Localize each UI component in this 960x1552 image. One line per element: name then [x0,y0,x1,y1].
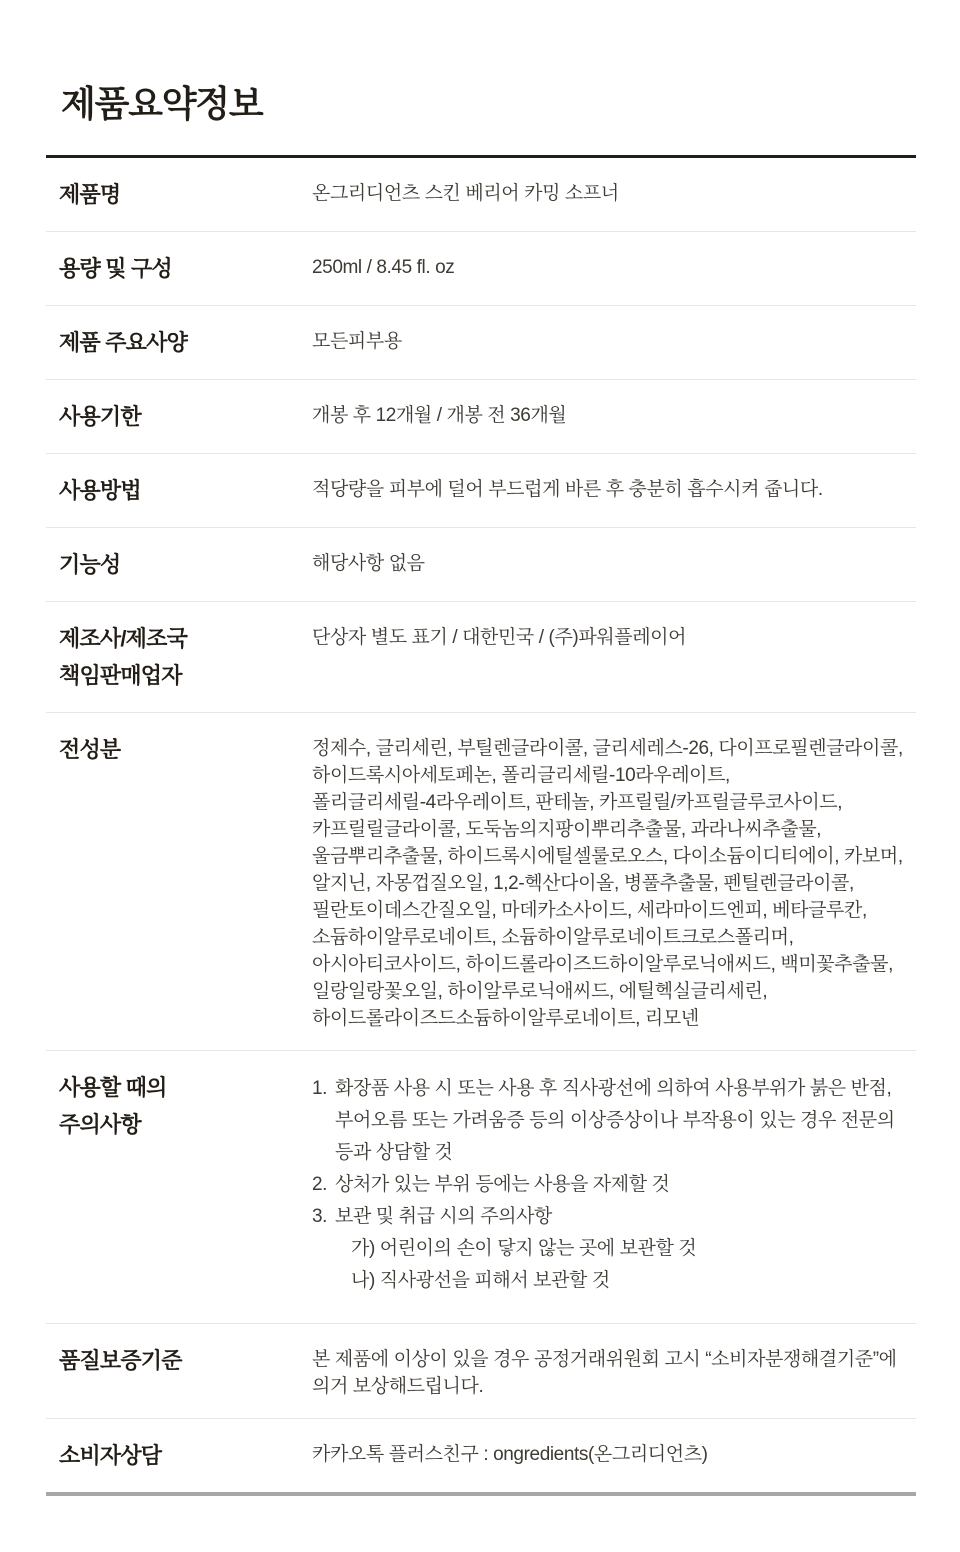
row-label: 용량 및 구성 [59,255,172,281]
row-value: 모든피부용 [312,330,402,352]
bottom-divider [46,1492,916,1496]
row-value: 단상자 별도 표기 / 대한민국 / (주)파워플레이어 [312,626,687,648]
row-label: 소비자상담 [59,1442,162,1468]
row-label-line1: 사용할 때의 [59,1074,167,1100]
row-value: 해당사항 없음 [312,552,425,574]
row-label: 전성분 [59,736,121,762]
row-value: 250ml / 8.45 fl. oz [312,256,455,278]
row-value: 본 제품에 이상이 있을 경우 공정거래위원회 고시 “소비자분쟁해결기준”에 의거 보상해드립니다. [312,1348,897,1397]
table-row-volume [46,232,916,306]
row-label-line2: 책임판매업자 [59,662,182,688]
row-label [46,620,312,694]
precaution-list [312,1069,916,1297]
table-row-expiry [46,380,916,454]
table-row-precautions [46,1051,916,1324]
table-row-warranty [46,1324,916,1419]
table-row-manufacturer [46,602,916,713]
list-text: 화장품 사용 시 또는 사용 후 직사광선에 의하여 사용부위가 붉은 반점, 부어오름 또는 가려움증 등의 이상증상이나 부작용이 있는 경우 전문의 등과 상담할 것 [335,1077,895,1163]
precaution-sub-item: 가) 어린이의 손이 닿지 않는 곳에 보관할 것 [351,1237,697,1259]
table-row-product-name [46,158,916,232]
table-row-functionality [46,528,916,602]
row-label-line2: 주의사항 [59,1111,141,1137]
row-label [46,1069,312,1143]
list-number: 2. [312,1173,328,1195]
row-label: 기능성 [59,551,121,577]
precaution-item [312,1073,916,1169]
row-label: 사용방법 [59,477,141,503]
table-row-spec [46,306,916,380]
list-text: 상처가 있는 부위 등에는 사용을 자제할 것 [335,1173,670,1195]
row-label: 제품 주요사양 [59,329,188,355]
precaution-item [312,1169,916,1201]
list-number: 3. [312,1205,328,1227]
table-row-usage [46,454,916,528]
row-value: 개봉 후 12개월 / 개봉 전 36개월 [312,404,567,426]
list-number: 1. [312,1077,328,1099]
product-info-table [46,158,916,1492]
row-value: 온그리디언츠 스킨 베리어 카밍 소프너 [312,182,619,204]
precaution-sub-item: 나) 직사광선을 피해서 보관할 것 [351,1269,610,1291]
precaution-item [312,1201,916,1297]
row-label: 품질보증기준 [59,1347,182,1373]
page-title: 제품요약정보 [61,83,263,124]
row-value: 적당량을 피부에 덜어 부드럽게 바른 후 충분히 흡수시켜 줍니다. [312,478,823,500]
row-value: 카카오톡 플러스친구 : ongredients(온그리디언츠) [312,1443,708,1465]
list-text-main: 보관 및 취급 시의 주의사항 [335,1205,553,1227]
table-row-consumer-contact [46,1419,916,1492]
row-label: 사용기한 [59,403,141,429]
row-value: 정제수, 글리세린, 부틸렌글라이콜, 글리세레스-26, 다이프로필렌글라이콜, 하이드록시아세토페논, 폴리글리세릴-10라우레이트, 폴리글리세릴-4라우레이트, 판테놀, 카프릴릴/카프릴글루코사이드, 카프릴릴글라이콜, 도둑놈의지팡이뿌리추출물, 과라나씨추출물, 울금뿌리추출물, 하이드록시에틸셀룰로오스, 다이소듐이디티에이, 카보머, 알지닌, 자몽껍질오일, 1,2-헥산다이올, 병풀추출물, 펜틸렌글라이콜, 필란토이데스간질오일, 마데카소사이드, 세라마이드엔피, 베타글루칸, 소듐하이알루로네이트, 소듐하이알루로네이트크로스폴리머, 아시아티코사이드, 하이드롤라이즈드하이알루로닉애씨드, 백미꽃추출물, 일랑일랑꽃오일, 하이알루로닉애씨드, 에틸헥실글리세린, 하이드롤라이즈드소듐하이알루로네이트, 리모넨 [312,737,903,1029]
table-row-ingredients [46,713,916,1051]
list-text [335,1201,916,1297]
row-label: 제품명 [59,181,121,207]
row-label-line1: 제조사/제조국 [59,625,188,651]
